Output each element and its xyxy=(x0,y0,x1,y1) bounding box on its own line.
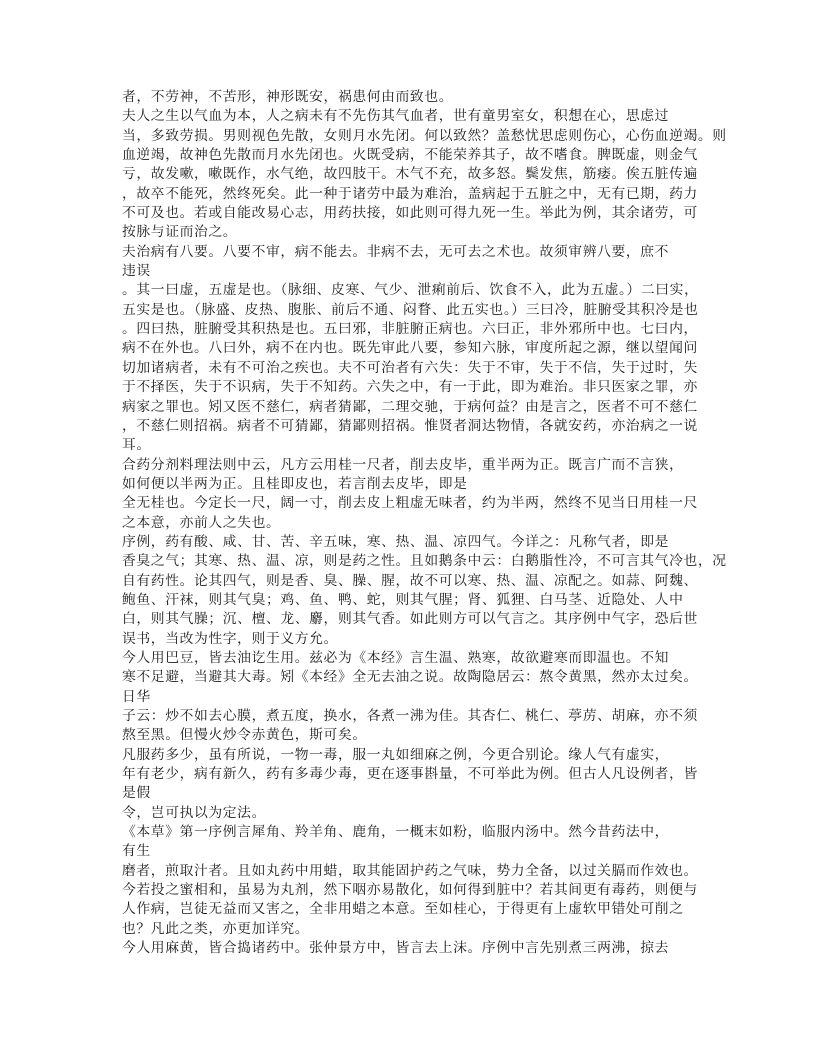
text-line: 五实是也。（脉盛、皮热、腹胀、前后不通、闷瞀、此五实也。）三曰冷，脏腑受其积冷是也 xyxy=(122,301,699,318)
text-line: 有生 xyxy=(122,843,151,860)
text-line: 耳。 xyxy=(122,437,151,454)
text-line: 切加诸病者，未有不可治之疾也。夫不可治者有六失：失于不审，失于不信，失于过时，失 xyxy=(122,359,698,376)
text-line: 合药分剂料理法则中云，凡方云用桂一尺者，削去皮毕，重半两为正。既言广而不言狭， xyxy=(122,456,684,473)
text-line: 当，多致劳损。男则视色先散，女则月水先闭。何以致然？盖愁忧思虑则伤心，心伤血逆竭。则 xyxy=(122,127,727,144)
text-line: 序例，药有酸、咸、甘、苦、辛五味，寒、热、温、凉四气。今详之：凡称气者，即是 xyxy=(122,533,670,550)
text-line: 之本意，亦前人之失也。 xyxy=(122,514,281,531)
text-line: 今人用巴豆，皆去油讫生用。兹必为《本经》言生温、熟寒，故欲避寒而即温也。不知 xyxy=(122,649,670,666)
text-line: 按脉与证而治之。 xyxy=(122,224,238,241)
text-line: 香臭之气；其寒、热、温、凉，则是药之性。且如鹅条中云：白鹅脂性冷，不可言其气冷也，况 xyxy=(122,553,727,570)
text-line: 。其一曰虚，五虚是也。（脉细、皮寒、气少、泄痢前后、饮食不入，此为五虚。）二曰实， xyxy=(122,282,699,299)
text-line: 令，岂可执以为定法。 xyxy=(122,804,266,821)
text-line: 也？凡此之类，亦更加详究。 xyxy=(122,920,310,937)
text-line: 今人用麻黄，皆合捣诸药中。张仲景方中，皆言去上沫。序例中言先别煮三两沸，掠去 xyxy=(122,940,670,957)
text-line: 误书，当改为性字，则于义方允。 xyxy=(122,630,338,647)
text-line: ，故卒不能死，然终死矣。此一种于诸劳中最为难治，盖病起于五脏之中，无有已期，药力 xyxy=(122,185,698,202)
text-line: 血逆竭，故神色先散而月水先闭也。火既受病，不能荣养其子，故不嗜食。脾既虚，则金气 xyxy=(122,147,698,164)
text-body xyxy=(122,88,762,958)
text-line: 熬至黑。但慢火炒令赤黄色，斯可矣。 xyxy=(122,727,367,744)
text-line: 于不择医，失于不识病，失于不知药。六失之中，有一于此，即为难治。非只医家之罪，亦 xyxy=(122,379,698,396)
text-line: 违误 xyxy=(122,263,151,280)
text-line: 是假 xyxy=(122,785,151,802)
text-line: 寒不足避，当避其大毒。矧《本经》全无去油之说。故陶隐居云：熬令黄黑，然亦太过矣。 xyxy=(122,669,698,686)
text-line: 亏，故发嗽，嗽既作，水气绝，故四肢干。木气不充，故多怒。鬓发焦，筋痿。俟五脏传遍 xyxy=(122,166,698,183)
text-line: 年有老少，病有新久，药有多毒少毒，更在逐事斟量，不可举此为例。但古人凡设例者，皆 xyxy=(122,766,698,783)
text-line: 全无桂也。今定长一尺，阔一寸，削去皮上粗虚无味者，约为半两，然终不见当日用桂一尺 xyxy=(122,495,698,512)
text-line: ，不慈仁则招祸。病者不可猜鄙，猜鄙则招祸。惟贤者洞达物情，各就安药，亦治病之一说 xyxy=(122,417,698,434)
text-line: 鲍鱼、汗袜，则其气臭；鸡、鱼、鸭、蛇，则其气腥；肾、狐狸、白马茎、近隐处、人中 xyxy=(122,591,684,608)
text-line: 日华 xyxy=(122,688,151,705)
text-line: 病不在外也。八曰外，病不在内也。既先审此八要，参知六脉，审度所起之源，继以望闻问 xyxy=(122,340,698,357)
text-line: 凡服药多少，虽有所说，一物一毒，服一丸如细麻之例，今更合别论。缘人气有虚实， xyxy=(122,746,670,763)
text-line: 不可及也。若或自能改易心志，用药扶接，如此则可得九死一生。举此为例，其余诸劳，可 xyxy=(122,205,698,222)
text-line: 白，则其气臊；沉、檀、龙、麝，则其气香。如此则方可以气言之。其序例中气字，恐后世 xyxy=(122,611,698,628)
text-line: 《本草》第一序例言犀角、羚羊角、鹿角，一概末如粉，临服内汤中。然今昔药法中， xyxy=(122,824,670,841)
text-line: 子云：炒不如去心膜，煮五度，换水，各煮一沸为佳。其杏仁、桃仁、葶苈、胡麻，亦不须 xyxy=(122,708,698,724)
text-line: 病家之罪也。矧又医不慈仁，病者猜鄙，二理交驰，于病何益？由是言之，医者不可不慈仁 xyxy=(122,398,698,415)
text-line: 磨者，煎取汁者。且如丸药中用蜡，取其能固护药之气味，势力全备，以过关膈而作效也。 xyxy=(122,862,698,879)
text-line: 如何便以半两为正。且桂即皮也，若言削去皮毕，即是 xyxy=(122,475,468,492)
text-line: 者，不劳神，不苦形，神形既安，祸患何由而致也。 xyxy=(122,89,454,105)
text-line: 今若投之蜜相和，虽易为丸剂，然下咽亦易散化，如何得到脏中？若其间更有毒药，则便与 xyxy=(122,882,698,899)
text-line: 。四曰热，脏腑受其积热是也。五曰邪，非脏腑正病也。六曰正，非外邪所中也。七曰内， xyxy=(122,321,698,338)
text-line: 人作病，岂徒无益而又害之，全非用蜡之本意。至如桂心，于得更有上虚软甲错处可削之 xyxy=(122,901,684,918)
text-line: 夫人之生以气血为本，人之病未有不先伤其气血者，世有童男室女，积想在心，思虑过 xyxy=(122,108,670,125)
text-line: 夫治病有八要。八要不审，病不能去。非病不去，无可去之术也。故须审辨八要，庶不 xyxy=(122,243,670,260)
text-line: 自有药性。论其四气，则是香、臭、臊、腥，故不可以寒、热、温、凉配之。如蒜、阿魏、 xyxy=(122,572,698,589)
